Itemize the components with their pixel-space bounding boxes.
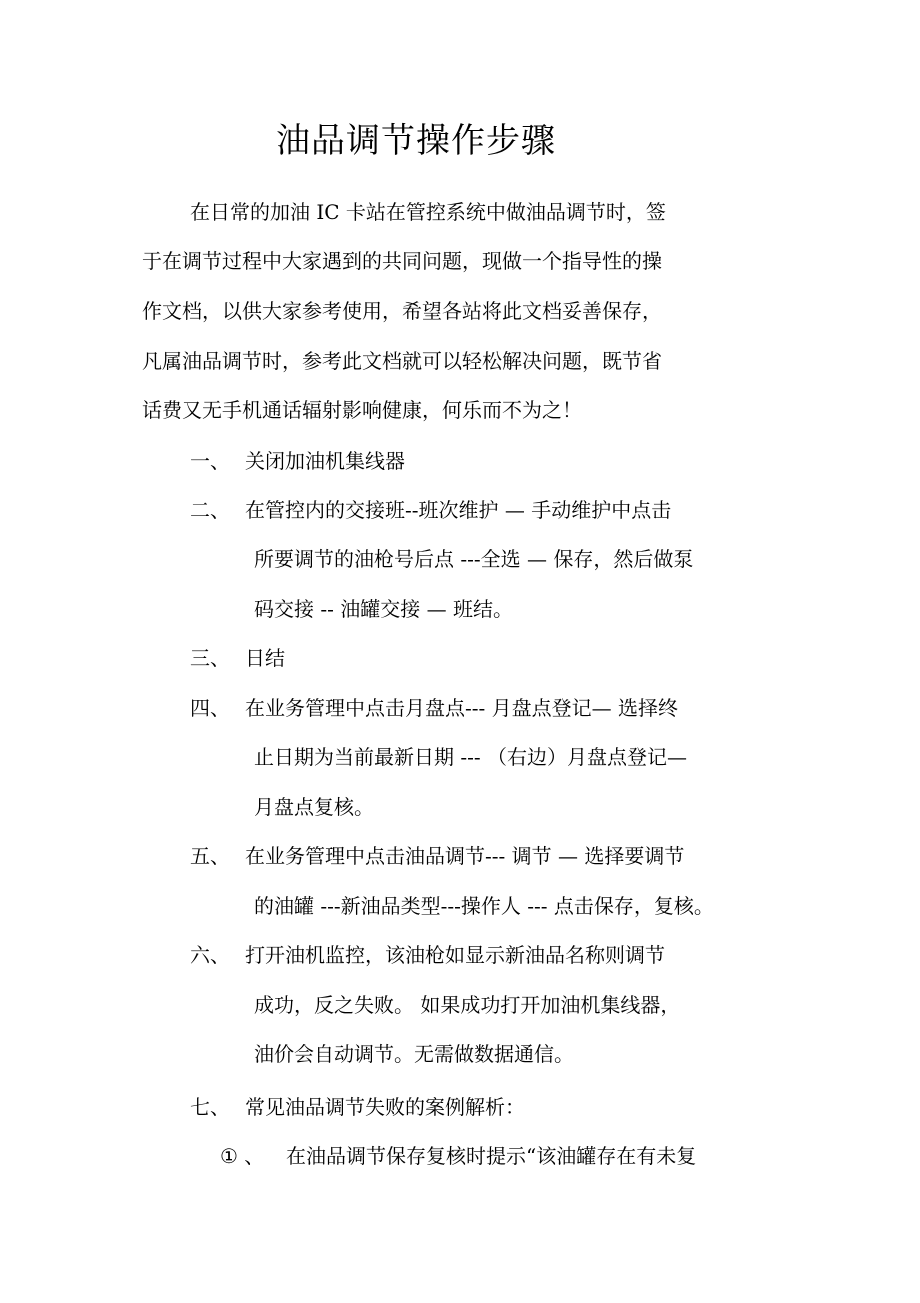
step-6-line-1: 打开油机监控，该油枪如显示新油品名称则调节	[245, 943, 665, 967]
step-7-number: 七、	[190, 1095, 230, 1119]
intro-line-1: 在日常的加油 IC 卡站在管控系统中做油品调节时，签	[190, 200, 666, 224]
step-2-line-1: 在管控内的交接班--班次维护 — 手动维护中点击	[245, 498, 672, 522]
case-item-text: 在油品调节保存复核时提示“该油罐存在有未复	[286, 1144, 697, 1168]
document-title: 油品调节操作步骤	[276, 121, 556, 161]
step-4-line-1: 在业务管理中点击月盘点--- 月盘点登记— 选择终	[245, 696, 678, 720]
step-4-number: 四、	[190, 696, 230, 720]
intro-line-3: 作文档，以供大家参考使用，希望各站将此文档妥善保存，	[142, 299, 662, 323]
step-5-line-1: 在业务管理中点击油品调节--- 调节 — 选择要调节	[245, 844, 685, 868]
step-5-number: 五、	[190, 844, 230, 868]
intro-line-4: 凡属油品调节时，参考此文档就可以轻松解决问题，既节省	[142, 349, 662, 373]
case-item-number: ① 、	[220, 1144, 265, 1168]
step-3-number: 三、	[190, 646, 230, 670]
intro-line-2: 于在调节过程中大家遇到的共同问题，现做一个指导性的操	[142, 249, 662, 273]
step-1-number: 一、	[190, 449, 230, 473]
step-6-line-3: 油价会自动调节。无需做数据通信。	[254, 1042, 574, 1066]
step-6-number: 六、	[190, 943, 230, 967]
intro-line-5: 话费又无手机通话辐射影响健康，何乐而不为之！	[142, 398, 582, 422]
step-2-line-2: 所要调节的油枪号后点 ---全选 — 保存，然后做泵	[254, 547, 694, 571]
step-7-line-1: 常见油品调节失败的案例解析：	[245, 1095, 525, 1119]
step-4-line-2: 止日期为当前最新日期 --- （右边）月盘点登记—	[254, 745, 687, 769]
step-3-line-1: 日结	[245, 646, 285, 670]
step-2-line-3: 码交接 -- 油罐交接 — 班结。	[254, 597, 513, 621]
step-6-line-2: 成功，反之失败。 如果成功打开加油机集线器，	[254, 993, 681, 1017]
step-1-line-1: 关闭加油机集线器	[245, 449, 405, 473]
step-4-line-3: 月盘点复核。	[254, 795, 374, 819]
step-2-number: 二、	[190, 498, 230, 522]
step-5-line-2: 的油罐 ---新油品类型---操作人 --- 点击保存，复核。	[254, 894, 714, 918]
